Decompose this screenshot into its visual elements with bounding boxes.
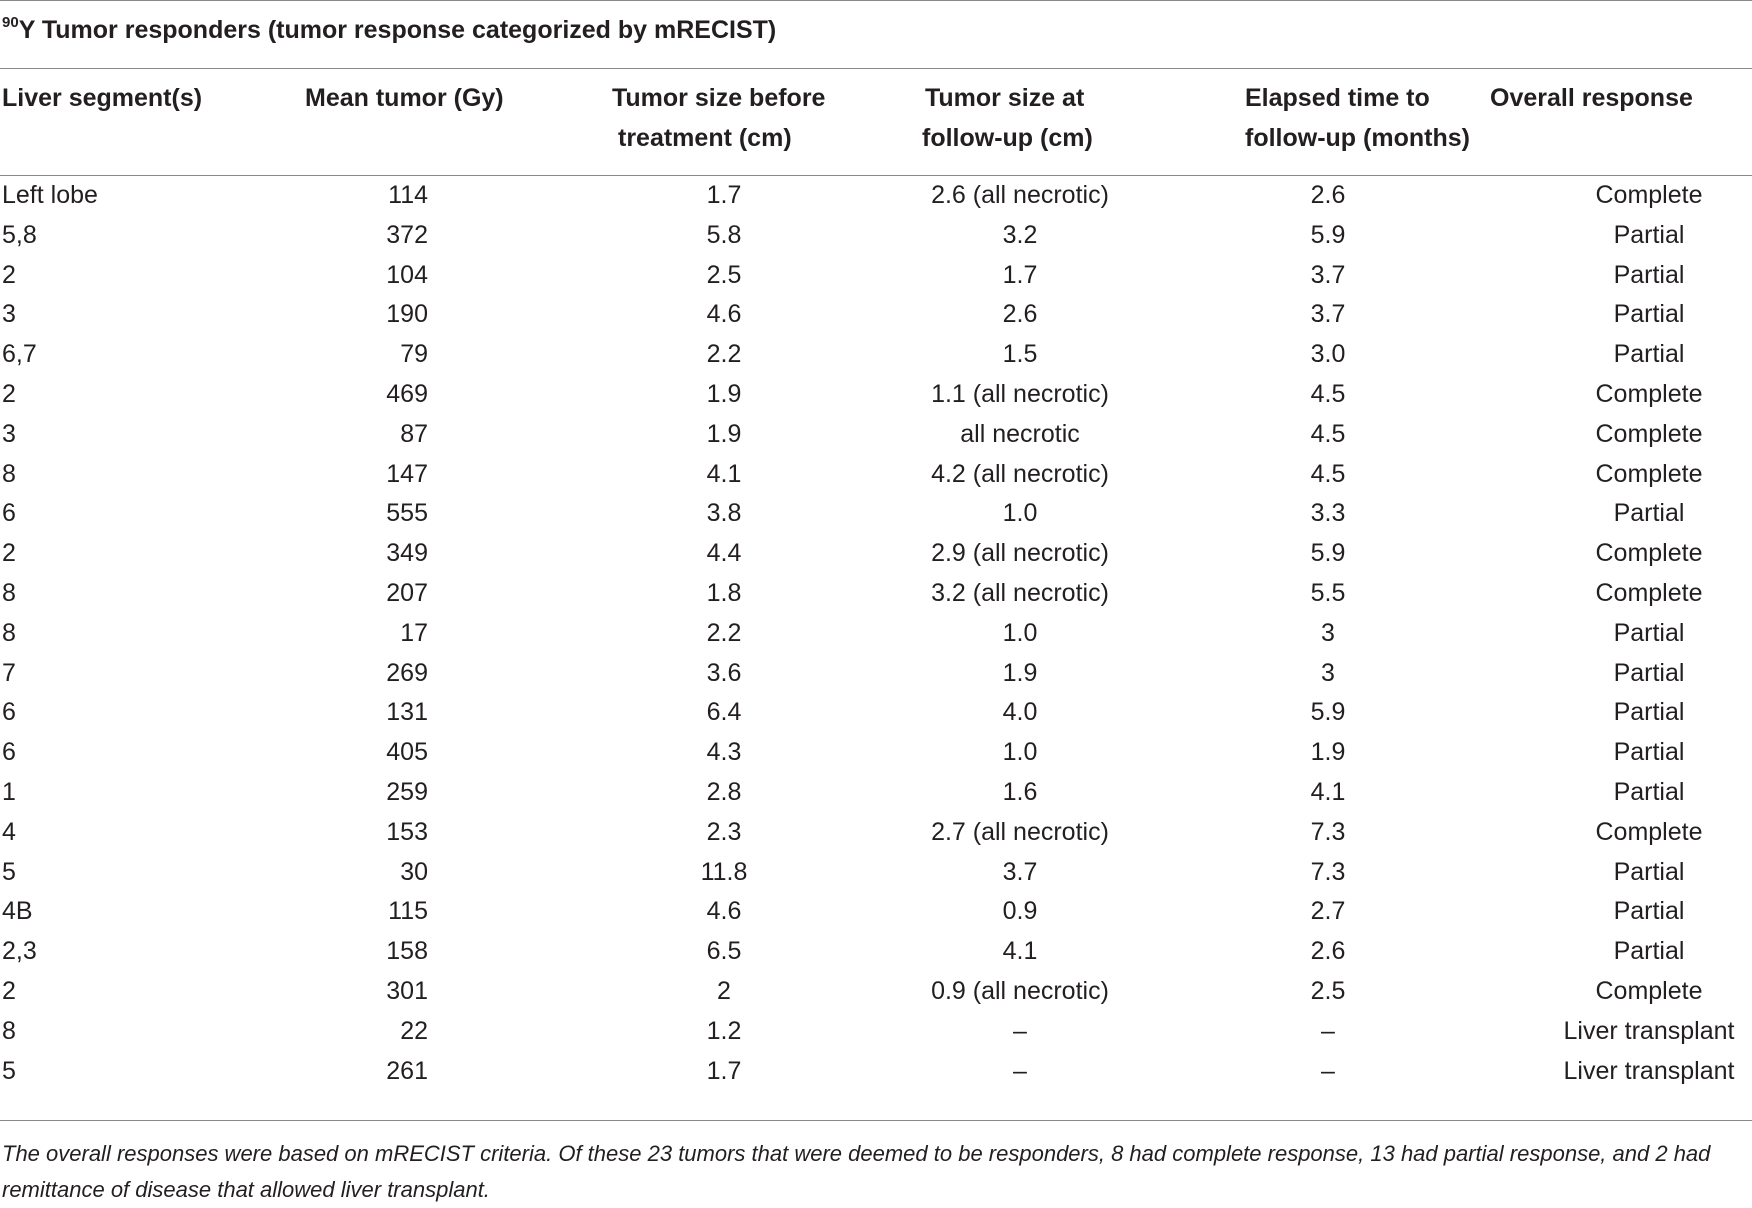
title-rule xyxy=(0,68,1752,69)
cell-liver-segment: 5 xyxy=(2,1056,16,1085)
cell-size-followup: 2.6 (all necrotic) xyxy=(931,181,1109,209)
cell-mean-tumor: 158 xyxy=(386,937,428,966)
cell-size-before: 2.3 xyxy=(706,817,742,846)
cell-elapsed-time: 5.9 xyxy=(1310,539,1346,568)
cell-liver-segment: 5 xyxy=(2,857,16,886)
cell-elapsed-time: 2.6 xyxy=(1310,181,1346,209)
cell-size-followup: 1.0 xyxy=(1002,618,1038,647)
cell-mean-tumor: 349 xyxy=(386,539,428,568)
cell-elapsed-time: – xyxy=(1321,1016,1335,1045)
table-row xyxy=(0,1012,1752,1052)
cell-liver-segment: 8 xyxy=(2,459,16,488)
column-header-size-before: Tumor size before treatment (cm) xyxy=(612,84,826,152)
cell-liver-segment: 3 xyxy=(2,419,16,448)
cell-liver-segment: 5,8 xyxy=(2,220,37,249)
table-row xyxy=(0,494,1752,534)
cell-size-before: 5.8 xyxy=(706,220,742,249)
cell-mean-tumor: 153 xyxy=(386,817,428,846)
cell-size-followup: 1.0 xyxy=(1002,738,1038,767)
cell-elapsed-time: 2.6 xyxy=(1310,937,1346,966)
cell-liver-segment: 2,3 xyxy=(2,937,37,966)
table-body xyxy=(0,176,1752,1091)
cell-size-followup: 2.6 xyxy=(1002,300,1038,329)
table-row xyxy=(0,614,1752,654)
cell-elapsed-time: 2.5 xyxy=(1310,976,1346,1005)
table-row xyxy=(0,693,1752,733)
cell-size-before: 1.2 xyxy=(706,1016,742,1045)
cell-liver-segment: 2 xyxy=(2,260,16,289)
cell-mean-tumor: 114 xyxy=(388,181,428,209)
cell-elapsed-time: 7.3 xyxy=(1310,857,1346,886)
cell-size-before: 2.5 xyxy=(706,260,742,289)
cell-overall-response: Partial xyxy=(1613,698,1685,727)
cell-size-before: 6.5 xyxy=(706,937,742,966)
cell-size-before: 2.2 xyxy=(706,618,742,647)
table-row xyxy=(0,813,1752,853)
cell-mean-tumor: 372 xyxy=(386,220,428,249)
cell-size-before: 2 xyxy=(717,976,731,1005)
cell-mean-tumor: 207 xyxy=(386,578,428,607)
cell-size-before: 4.6 xyxy=(706,897,742,926)
table-row xyxy=(0,455,1752,495)
data-table xyxy=(0,78,1752,1091)
cell-liver-segment: 2 xyxy=(2,976,16,1005)
cell-overall-response: Partial xyxy=(1613,937,1685,966)
cell-size-followup: – xyxy=(1013,1016,1027,1045)
cell-elapsed-time: 7.3 xyxy=(1310,817,1346,846)
table-row xyxy=(0,415,1752,455)
cell-mean-tumor: 269 xyxy=(386,658,428,687)
cell-liver-segment: 8 xyxy=(2,1016,16,1045)
cell-mean-tumor: 301 xyxy=(386,976,428,1005)
cell-size-followup: 1.5 xyxy=(1002,340,1038,369)
cell-mean-tumor: 555 xyxy=(386,499,428,528)
cell-elapsed-time: 3.7 xyxy=(1310,300,1346,329)
table-row xyxy=(0,176,1752,216)
cell-size-followup: 3.2 xyxy=(1002,220,1038,249)
cell-mean-tumor: 469 xyxy=(386,379,428,408)
cell-elapsed-time: 3 xyxy=(1321,658,1335,687)
header-rule xyxy=(0,175,1752,176)
cell-liver-segment: 2 xyxy=(2,539,16,568)
cell-liver-segment: 7 xyxy=(2,658,16,687)
table-title xyxy=(2,16,776,45)
cell-elapsed-time: 5.9 xyxy=(1310,220,1346,249)
bottom-rule xyxy=(0,1120,1752,1121)
cell-overall-response: Partial xyxy=(1613,857,1685,886)
cell-overall-response: Complete xyxy=(1595,379,1703,408)
cell-size-before: 1.7 xyxy=(706,1056,742,1085)
cell-overall-response: Partial xyxy=(1613,300,1685,329)
cell-liver-segment: 3 xyxy=(2,300,16,329)
table-row xyxy=(0,932,1752,972)
cell-elapsed-time: 5.5 xyxy=(1310,578,1346,607)
cell-liver-segment: 4B xyxy=(2,897,33,926)
cell-overall-response: Complete xyxy=(1595,459,1703,488)
cell-elapsed-time: 4.5 xyxy=(1310,419,1346,448)
cell-liver-segment: 6 xyxy=(2,499,16,528)
cell-size-before: 4.6 xyxy=(706,300,742,329)
cell-liver-segment: 4 xyxy=(2,817,16,846)
cell-size-before: 11.8 xyxy=(700,857,748,886)
table-row xyxy=(0,295,1752,335)
cell-elapsed-time: 3.3 xyxy=(1310,499,1346,528)
cell-size-before: 4.1 xyxy=(706,459,742,488)
column-header-elapsed-time: Elapsed time to follow-up (months) xyxy=(1245,84,1470,152)
column-header-overall-response: Overall response xyxy=(1490,84,1693,112)
cell-mean-tumor: 259 xyxy=(386,777,428,806)
cell-overall-response: Partial xyxy=(1613,777,1685,806)
cell-elapsed-time: 2.7 xyxy=(1310,897,1346,926)
table-row xyxy=(0,256,1752,296)
cell-size-followup: 4.1 xyxy=(1002,937,1038,966)
cell-liver-segment: 1 xyxy=(2,777,16,806)
cell-liver-segment: 2 xyxy=(2,379,16,408)
cell-mean-tumor: 30 xyxy=(400,857,428,886)
cell-liver-segment: 6 xyxy=(2,738,16,767)
column-header-liver-segment: Liver segment(s) xyxy=(2,84,203,112)
cell-size-followup: all necrotic xyxy=(960,419,1080,448)
cell-mean-tumor: 190 xyxy=(386,300,428,329)
cell-size-followup: 4.0 xyxy=(1002,698,1038,727)
cell-liver-segment: 6,7 xyxy=(2,340,37,369)
cell-overall-response: Complete xyxy=(1595,817,1703,846)
cell-overall-response: Complete xyxy=(1595,181,1703,209)
cell-mean-tumor: 261 xyxy=(386,1056,428,1085)
table-row xyxy=(0,216,1752,256)
cell-liver-segment: Left lobe xyxy=(2,181,98,209)
cell-mean-tumor: 131 xyxy=(386,698,428,727)
cell-size-followup: 0.9 (all necrotic) xyxy=(931,976,1109,1005)
cell-overall-response: Partial xyxy=(1613,220,1685,249)
table-row xyxy=(0,654,1752,694)
table-row xyxy=(0,972,1752,1012)
cell-overall-response: Liver transplant xyxy=(1563,1056,1735,1085)
cell-elapsed-time: 4.1 xyxy=(1310,777,1346,806)
table-row xyxy=(0,335,1752,375)
table-row xyxy=(0,375,1752,415)
title-superscript: 90 xyxy=(2,14,19,31)
cell-size-followup: 4.2 (all necrotic) xyxy=(931,459,1109,488)
cell-overall-response: Partial xyxy=(1613,340,1685,369)
table-row xyxy=(0,892,1752,932)
cell-size-before: 1.9 xyxy=(706,379,742,408)
cell-mean-tumor: 147 xyxy=(386,459,428,488)
cell-elapsed-time: 5.9 xyxy=(1310,698,1346,727)
cell-size-followup: – xyxy=(1013,1056,1027,1085)
cell-size-followup: 1.9 xyxy=(1002,658,1038,687)
cell-mean-tumor: 104 xyxy=(386,260,428,289)
cell-overall-response: Complete xyxy=(1595,976,1703,1005)
cell-size-before: 4.3 xyxy=(706,738,742,767)
cell-size-before: 6.4 xyxy=(706,698,742,727)
cell-size-before: 1.8 xyxy=(706,578,742,607)
cell-overall-response: Partial xyxy=(1613,618,1685,647)
cell-size-followup: 1.0 xyxy=(1002,499,1038,528)
cell-elapsed-time: 4.5 xyxy=(1310,459,1346,488)
top-rule xyxy=(0,0,1752,1)
cell-elapsed-time: 1.9 xyxy=(1310,738,1346,767)
cell-overall-response: Partial xyxy=(1613,499,1685,528)
cell-size-before: 3.6 xyxy=(706,658,742,687)
cell-size-before: 4.4 xyxy=(706,539,742,568)
column-header-size-followup: Tumor size at follow-up (cm) xyxy=(922,84,1093,152)
cell-mean-tumor: 405 xyxy=(386,738,428,767)
cell-size-before: 2.8 xyxy=(706,777,742,806)
cell-elapsed-time: 3 xyxy=(1321,618,1335,647)
cell-size-before: 1.9 xyxy=(706,419,742,448)
cell-liver-segment: 6 xyxy=(2,698,16,727)
cell-size-followup: 3.2 (all necrotic) xyxy=(931,578,1109,607)
cell-mean-tumor: 17 xyxy=(400,618,428,647)
table-row xyxy=(0,773,1752,813)
table-row xyxy=(0,733,1752,773)
cell-size-followup: 3.7 xyxy=(1002,857,1038,886)
table-footnote: The overall responses were based on mRECIST criteria. Of these 23 tumors that were deemed to be responders, 8 had complete response, 13 had partial response, and 2 had remittance of disease that allowed liver transplant. xyxy=(2,1141,1711,1202)
column-header-mean-tumor: Mean tumor (Gy) xyxy=(305,84,504,112)
cell-overall-response: Partial xyxy=(1613,897,1685,926)
cell-mean-tumor: 79 xyxy=(400,340,428,369)
cell-overall-response: Partial xyxy=(1613,260,1685,289)
cell-overall-response: Liver transplant xyxy=(1563,1016,1735,1045)
cell-size-followup: 2.9 (all necrotic) xyxy=(931,539,1109,568)
cell-size-before: 1.7 xyxy=(706,181,742,209)
cell-size-followup: 1.1 (all necrotic) xyxy=(931,379,1109,408)
cell-mean-tumor: 22 xyxy=(400,1016,428,1045)
cell-elapsed-time: 3.0 xyxy=(1310,340,1346,369)
cell-liver-segment: 8 xyxy=(2,578,16,607)
table-row xyxy=(0,853,1752,893)
cell-size-before: 2.2 xyxy=(706,340,742,369)
header-row xyxy=(0,78,1752,176)
cell-size-followup: 0.9 xyxy=(1002,897,1038,926)
cell-elapsed-time: 3.7 xyxy=(1310,260,1346,289)
cell-elapsed-time: – xyxy=(1321,1056,1335,1085)
cell-elapsed-time: 4.5 xyxy=(1310,379,1346,408)
title-text: Y Tumor responders (tumor response categorized by mRECIST) xyxy=(18,16,777,44)
cell-mean-tumor: 115 xyxy=(388,897,428,926)
table-row xyxy=(0,1052,1752,1092)
cell-mean-tumor: 87 xyxy=(400,419,428,448)
cell-size-followup: 1.7 xyxy=(1002,260,1038,289)
cell-overall-response: Complete xyxy=(1595,419,1703,448)
cell-overall-response: Complete xyxy=(1595,539,1703,568)
table-row xyxy=(0,574,1752,614)
cell-overall-response: Partial xyxy=(1613,658,1685,687)
table-row xyxy=(0,534,1752,574)
cell-liver-segment: 8 xyxy=(2,618,16,647)
cell-overall-response: Partial xyxy=(1613,738,1685,767)
cell-overall-response: Complete xyxy=(1595,578,1703,607)
cell-size-followup: 1.6 xyxy=(1002,777,1038,806)
cell-size-before: 3.8 xyxy=(706,499,742,528)
cell-size-followup: 2.7 (all necrotic) xyxy=(931,817,1109,846)
